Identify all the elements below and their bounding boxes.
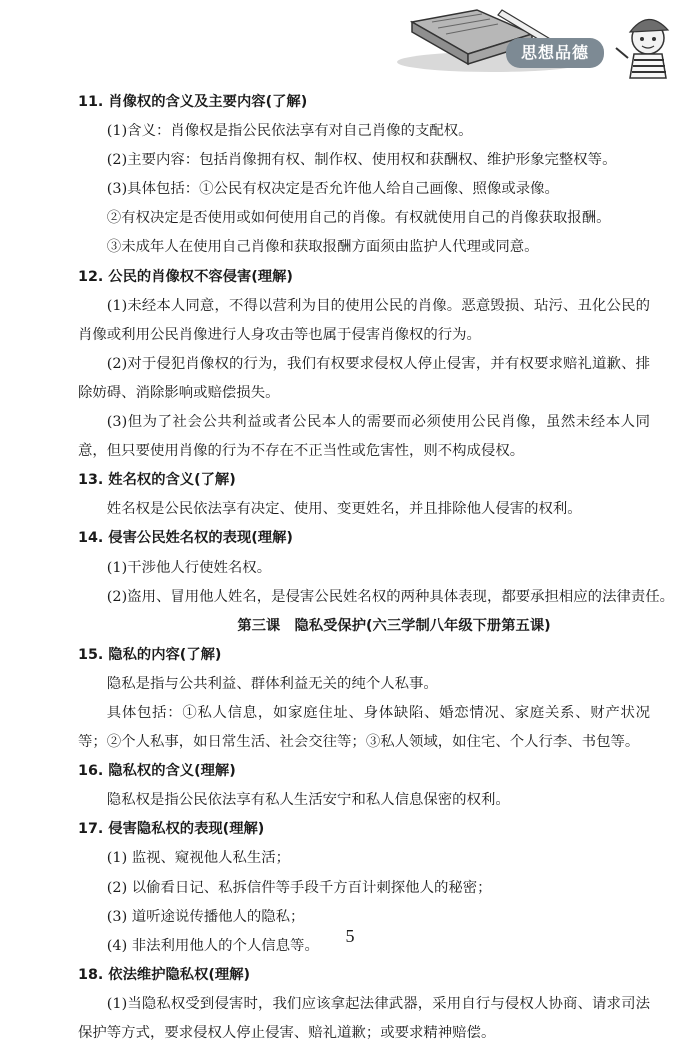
paragraph: (2)盗用、冒用他人姓名，是侵害公民姓名权的两种具体表现，都要承担相应的法律责任。 xyxy=(106,588,675,605)
paragraph: (3)具体包括：①公民有权决定是否允许他人给自己画像、照像或录像。 xyxy=(106,181,559,198)
list-item: (3) 道听途说传播他人的隐私； xyxy=(106,908,305,925)
section-heading: 15. 隐私的内容(了解) xyxy=(78,646,222,663)
paragraph: (1)未经本人同意，不得以营利为目的使用公民的肖像。恶意毁损、玷污、丑化公民的肖像或利用公民肖像进行人身攻击等也属于侵害肖像权的行为。 xyxy=(78,297,650,343)
section-heading: 12. 公民的肖像权不容侵害(理解) xyxy=(78,268,293,285)
list-item: (1) 监视、窥视他人私生活； xyxy=(106,850,291,867)
paragraph: (1)含义：肖像权是指公民依法享有对自己肖像的支配权。 xyxy=(106,123,473,140)
paragraph: 隐私权是指公民依法享有私人生活安宁和私人信息保密的权利。 xyxy=(106,792,510,809)
paragraph: (1)干涉他人行使姓名权。 xyxy=(106,559,272,576)
section-heading: 18. 依法维护隐私权(理解) xyxy=(78,966,251,983)
paragraph: (2)主要内容：包括肖像拥有权、制作权、使用权和获酬权、维护形象完整权等。 xyxy=(106,152,617,169)
section-heading: 16. 隐私权的含义(理解) xyxy=(78,763,236,780)
cartoon-boy-icon xyxy=(616,19,668,78)
paragraph: 隐私是指与公共利益、群体利益无关的纯个人私事。 xyxy=(106,675,438,692)
subject-badge: 思想品德 xyxy=(506,38,604,68)
paragraph: (3)但为了社会公共利益或者公民本人的需要而必须使用公民肖像，虽然未经本人同意，但只要使用肖像的行为不存在不正当性或危害性，则不构成侵权。 xyxy=(78,414,650,460)
paragraph: ②有权决定是否使用或如何使用自己的肖像。有权就使用自己的肖像获取报酬。 xyxy=(106,210,611,227)
paragraph: 姓名权是公民依法享有决定、使用、变更姓名，并且排除他人侵害的权利。 xyxy=(106,501,582,518)
section-heading: 11. 肖像权的含义及主要内容(了解) xyxy=(78,94,308,110)
paragraph: 具体包括：①私人信息，如家庭住址、身体缺陷、婚恋情况、家庭关系、财产状况等；②个人私事，如日常生活、社会交往等；③私人领域，如住宅、个人行李、书包等。 xyxy=(78,704,650,751)
paragraph: ③未成年人在使用自己肖像和获取报酬方面须由监护人代理或同意。 xyxy=(106,239,539,256)
section-heading: 14. 侵害公民姓名权的表现(理解) xyxy=(78,530,293,547)
lesson-title: 第三课 隐私受保护(六三学制八年级下册第五课) xyxy=(237,617,551,634)
section-heading: 17. 侵害隐私权的表现(理解) xyxy=(78,821,265,838)
list-item: (4) 非法利用他人的个人信息等。 xyxy=(106,937,319,954)
page-number: 5 xyxy=(345,926,355,946)
section-heading: 13. 姓名权的含义(了解) xyxy=(78,472,236,489)
paragraph: (2)对于侵犯肖像权的行为，我们有权要求侵权人停止侵害，并有权要求赔礼道歉、排除妨碍、消除影响或赔偿损失。 xyxy=(78,355,650,401)
list-item: (2) 以偷看日记、私拆信件等手段千方百计刺探他人的秘密； xyxy=(106,879,492,896)
page-content xyxy=(78,88,675,1048)
paragraph: (1)当隐私权受到侵害时，我们应该拿起法律武器，采用自行与侵权人协商、请求司法保护等方式，要求侵权人停止侵害、赔礼道歉；或要求精神赔偿。 xyxy=(78,995,650,1041)
